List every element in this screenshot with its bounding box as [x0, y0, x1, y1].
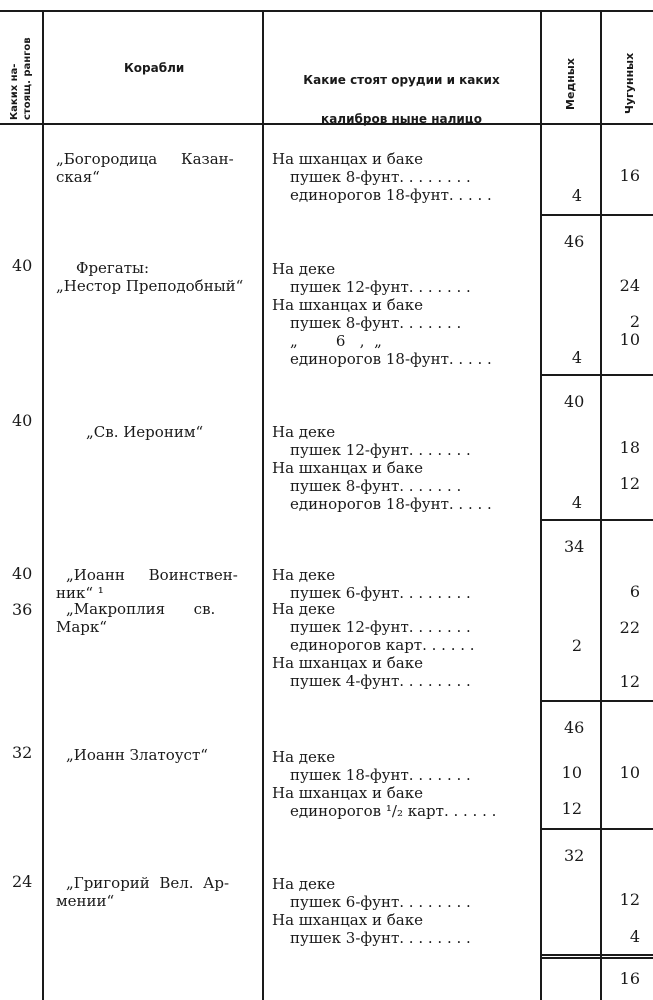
- ship-name-line: мении“: [56, 892, 115, 910]
- header-copper: Медных: [564, 58, 577, 110]
- gun-line: На шханцах и баке: [272, 150, 423, 168]
- subtotal-rule: [541, 214, 653, 216]
- ship-name-line: „Нестор Преподобный“: [56, 277, 244, 295]
- gun-line: На шханцах и баке: [272, 654, 423, 672]
- gun-line: единорогов карт. . . . . .: [290, 636, 475, 654]
- rank-number: 40: [12, 564, 33, 583]
- gun-line: пушек 8-фунт. . . . . . .: [290, 477, 462, 495]
- gun-line: пушек 12-фунт. . . . . . .: [290, 618, 471, 636]
- rank-number: 40: [12, 256, 33, 275]
- header-guns-line1: Какие стоят орудии и каких: [303, 73, 500, 87]
- iron-count: 12: [619, 474, 640, 493]
- gun-line: пушек 12-фунт. . . . . . .: [290, 278, 471, 296]
- iron-count: 12: [619, 890, 640, 909]
- block-total: 46: [564, 718, 585, 737]
- ship-name-line: „Св. Иероним“: [86, 423, 204, 441]
- gun-line: На деке: [272, 748, 336, 766]
- iron-count: 24: [619, 276, 640, 295]
- header-rank-line1: Каких на-: [9, 63, 20, 120]
- iron-count: 10: [619, 763, 640, 782]
- gun-line: На деке: [272, 566, 336, 584]
- ship-name-line: Фрегаты:: [76, 259, 150, 277]
- rank-number: 32: [12, 743, 33, 762]
- copper-count: 2: [571, 636, 582, 655]
- col-divider-copper: [600, 10, 602, 1000]
- final-total-rule-1: [541, 954, 653, 956]
- copper-count: 4: [571, 186, 582, 205]
- iron-count: 18: [619, 438, 640, 457]
- gun-line: пушек 8-фунт. . . . . . . .: [290, 168, 471, 186]
- rank-number: 24: [12, 872, 33, 891]
- gun-line: На деке: [272, 600, 336, 618]
- header-guns-line2: калибров ныне налицо: [321, 112, 482, 126]
- final-total-rule-2: [541, 957, 653, 959]
- subtotal-rule: [541, 700, 653, 702]
- gun-line: единорогов 18-фунт. . . . .: [290, 495, 492, 513]
- iron-count: 4: [629, 927, 640, 946]
- gun-line: единорогов ¹/₂ карт. . . . . .: [290, 802, 497, 820]
- final-total: 16: [619, 969, 640, 988]
- subtotal-rule: [541, 374, 653, 376]
- iron-count: 16: [619, 166, 640, 185]
- subtotal-rule: [541, 828, 653, 830]
- rank-number: 40: [12, 411, 33, 430]
- ship-name-line: ник“ ¹: [56, 584, 104, 602]
- iron-count: 22: [619, 618, 640, 637]
- rank-number: 36: [12, 600, 33, 619]
- gun-line: пушек 18-фунт. . . . . . .: [290, 766, 471, 784]
- gun-line: „ 6 , „: [290, 332, 382, 350]
- header-rank-line2: стоящ. рангов: [22, 37, 33, 120]
- copper-count: 4: [571, 348, 582, 367]
- gun-line: пушек 6-фунт. . . . . . . .: [290, 584, 471, 602]
- gun-line: На деке: [272, 875, 336, 893]
- gun-line: единорогов 18-фунт. . . . .: [290, 186, 492, 204]
- gun-line: На шханцах и баке: [272, 296, 423, 314]
- gun-line: пушек 8-фунт. . . . . . .: [290, 314, 462, 332]
- top-rule: [0, 10, 653, 12]
- header-ships: Корабли: [124, 61, 185, 75]
- ship-name-line: „Иоанн Воинствен-: [66, 566, 238, 584]
- gun-line: На шханцах и баке: [272, 784, 423, 802]
- gun-line: пушек 3-фунт. . . . . . . .: [290, 929, 471, 947]
- gun-line: пушек 4-фунт. . . . . . . .: [290, 672, 471, 690]
- col-divider-rank: [42, 10, 44, 1000]
- header-iron: Чугунных: [623, 52, 636, 114]
- subtotal-rule: [541, 519, 653, 521]
- copper-count: 10: [561, 763, 582, 782]
- block-total: 34: [564, 537, 585, 556]
- gun-line: На деке: [272, 260, 336, 278]
- block-total: 32: [564, 846, 585, 865]
- copper-count: 4: [571, 493, 582, 512]
- gun-line: пушек 12-фунт. . . . . . .: [290, 441, 471, 459]
- col-divider-guns: [540, 10, 542, 1000]
- ship-name-line: „Иоанн Златоуст“: [66, 746, 208, 764]
- gun-line: На деке: [272, 423, 336, 441]
- gun-line: единорогов 18-фунт. . . . .: [290, 350, 492, 368]
- gun-line: пушек 6-фунт. . . . . . . .: [290, 893, 471, 911]
- header-guns: [263, 50, 540, 149]
- ship-name-line: Марк“: [56, 618, 107, 636]
- ship-name-line: ская“: [56, 168, 100, 186]
- ship-name-line: „Григорий Вел. Ар-: [66, 874, 230, 892]
- block-total: 40: [564, 392, 585, 411]
- block-total: 46: [564, 232, 585, 251]
- gun-line: На шханцах и баке: [272, 911, 423, 929]
- gun-line: На шханцах и баке: [272, 459, 423, 477]
- iron-count: 12: [619, 672, 640, 691]
- iron-count: 6: [629, 582, 640, 601]
- col-divider-ships: [262, 10, 264, 1000]
- iron-count: 2: [629, 312, 640, 331]
- copper-count: 12: [561, 799, 582, 818]
- ship-name-line: „Богородица Казан-: [56, 150, 234, 168]
- ship-name-line: „Макроплия св.: [66, 600, 216, 618]
- iron-count: 10: [619, 330, 640, 349]
